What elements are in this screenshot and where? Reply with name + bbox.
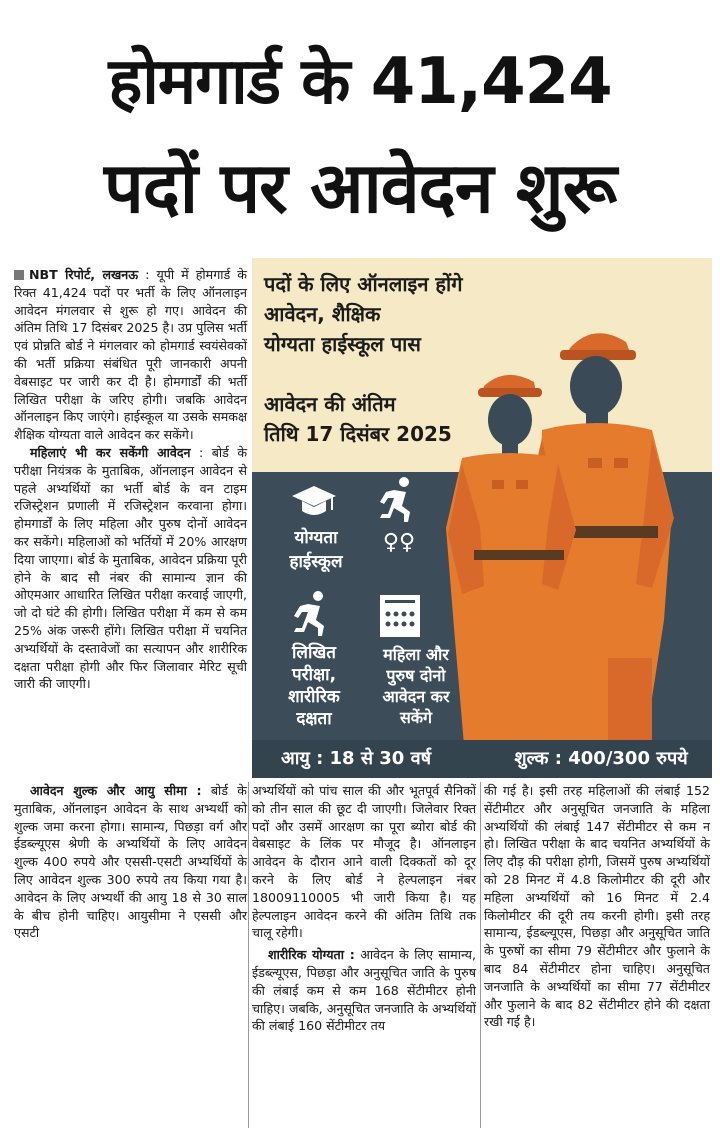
box4-line-2: पुरुष दोनो [386,666,446,685]
box3-line-3: शारीरिक [288,687,340,707]
physical-text: आवेदन के लिए सामान्य, ईडब्ल्यूएस, पिछड़ा और अनुसूचित जाति के पुरुष की लंबाई कम से कम 168 सेंटीमीटर होनी चाहिए। जबकि, अनुसूचित जनजाति के अभ्यर्थियों की लंबाई 160 सेंटीमीटर तय [252,947,476,1034]
box1-line-2: हाईस्कूल [289,552,343,572]
article-column-3 [484,782,710,1031]
headline-line-2: पदों पर आवेदन शुरू [103,147,617,229]
application-fee: शुल्क : 400/300 रुपये [514,748,688,769]
fee-paragraph [14,782,247,942]
intro-text: : यूपी में होमगार्ड के रिक्त 41,424 पदों पर भर्ती के लिए ऑनलाइन आवेदन मंगलवार से शुरू हो गए। आवेदन की अंतिम तिथि 17 दिसंबर 2025 है। उप्र पुलिस भर्ती एवं प्रोन्नति बोर्ड ने मंगलवार को होमगार्ड स्वयंसेवकों की भर्ती प्रक्रिया संबंधित पूरी जानकारी अपनी वेबसाइट पर जारी कर दी है। होमगार्डों की भर्ती लिखित परीक्षा के जरिए होगी। जबकि आवेदन ऑनलाइन किए जाएंगे। हाईस्कूल या उसके समकक्ष शैक्षिक योग्यता वाले आवेदन कर सकेंगे। [14,267,247,443]
physical-paragraph [252,946,476,1035]
column-divider-1 [248,782,249,1128]
article-column-1-lower [14,782,247,942]
info-top-line-2: आवेदन, शैक्षिक [264,302,381,326]
info-date-line-1: आवेदन की अंतिम [264,392,396,416]
fee-text: बोर्ड के मुताबिक, ऑनलाइन आवेदन के साथ अभ्यर्थी को शुल्क जमा करना होगा। सामान्य, पिछड़ा वर्ग और ईडब्ल्यूएस श्रेणी के अभ्यर्थियों के लिए आवेदन शुल्क 400 रुपये और एससी-एसटी अभ्यर्थियों के लिए आवेदन शुल्क 300 रुपये तय किया गया है। आवेदन के लिए अभ्यर्थी की आयु 18 से 30 साल के बीच होनी चाहिए। आयुसीमा ने एससी और एसटी [14,783,247,941]
running-person-icon [374,476,422,524]
women-subhead: महिलाएं भी कर सकेंगी आवेदन [30,444,191,460]
intro-paragraph [14,266,247,444]
women-text: : बोर्ड के परीक्षा नियंत्रक के मुताबिक, ऑनलाइन आवेदन से पहले अभ्यर्थियों का भर्ती बोर्ड के वन टाइम रजिस्ट्रेशन प्रणाली में रजिस्ट्रेशन करवाना होगा। होमगार्डों के लिए महिला और पुरुष दोनों आवेदन कर सकेंगे। महिलाओं को भर्तियों में 20% आरक्षण दिया जाएगा। बोर्ड के मुताबिक, आवेदन प्रक्रिया पूरी होने के बाद सौ नंबर की सामान्य ज्ञान की ओएमआर आधारित लिखित परीक्षा करवाई जाएगी, जो दो घंटे की होगी। लिखित परीक्षा में कम से कम 25% अंक जरूरी होंगे। लिखित परीक्षा में चयनित अभ्यर्थियों के दस्तावेजों का सत्यापन और शारीरिक दक्षता परीक्षा होगी और फिर जिलावार मेरिट सूची जारी की जाएगी। [14,444,247,692]
female-symbols: ♀♀ [382,530,416,555]
article-column-1 [14,266,247,693]
dateline: NBT रिपोर्ट, लखनऊ [29,267,139,282]
box3-line-2: परीक्षा, [291,665,337,685]
women-paragraph [14,444,247,693]
physical-subhead: शारीरिक योग्यता : [268,947,355,963]
info-top-line-1: पदों के लिए ऑनलाइन होंगे [264,272,463,296]
info-top-line-3: योग्यता हाईस्कूल पास [264,332,421,356]
box3-line-1: लिखित [292,643,336,663]
age-limit: आयु : 18 से 30 वर्ष [280,748,432,769]
column-divider-2 [480,782,481,1128]
headline-line-1: होमगार्ड के 41,424 [108,45,612,119]
box4-line-3: आवेदन कर [382,687,450,706]
box1-line-1: योग्यता [294,528,338,548]
box-exam [264,642,364,730]
answer-sheet-icon [376,592,424,640]
running-person-icon-2 [288,590,336,638]
col3-paragraph: की गई है। इसी तरह महिलाओं की लंबाई 152 सेंटीमीटर और अनुसूचित जनजाति के महिला अभ्यर्थियों की लंबाई 147 सेंटीमीटर से कम न हो। लिखित परीक्षा के बाद चयनित अभ्यर्थियों के लिए दौड़ की परीक्षा होगी, जिसमें पुरुष अभ्यर्थियों को 28 मिनट में 4.8 किलोमीटर की दूरी और महिला अभ्यर्थियों को 16 मिनट में 2.4 किलोमीटर की दूरी तय करनी होगी। इसी तरह सामान्य, ईडब्ल्यूएस, पिछड़ा और अनुसूचित जाति के पुरुषों का सीमा 79 सेंटीमीटर और फुलाने के बाद 84 सेंटीमीटर होना चाहिए। अनुसूचित जनजाति के अभ्यर्थियों का सीमा 77 सेंटीमीटर और फुलाने के बाद 82 सेंटीमीटर होने की दक्षता रखी गई है। [484,783,710,1030]
box3-line-4: दक्षता [296,709,332,729]
box4-line-4: सकेंगे [399,708,433,727]
bullet-square-icon [14,270,24,280]
box-qualification [266,526,366,574]
info-date-line-2: तिथि 17 दिसंबर 2025 [264,422,452,446]
box-gender [364,644,468,728]
article-column-2 [252,782,476,1035]
graduation-cap-icon [290,478,338,526]
col2-paragraph: अभ्यर्थियों को पांच साल की और भूतपूर्व सैनिकों को तीन साल की छूट दी जाएगी। जिलेवार रिक्त पदों और उसमें आरक्षण का पूरा ब्योरा बोर्ड की वेबसाइट के लिंक पर मौजूद है। ऑनलाइन आवेदन के दौरान आने वाली दिक्कतों को दूर करने के लिए बोर्ड ने हेल्पलाइन नंबर 18009110005 भी जारी किया है। यह हेल्पलाइन आवेदन करने की अंतिम तिथि तक चालू रहेगी। [252,783,476,941]
fee-subhead: आवेदन शुल्क और आयु सीमा : [30,783,202,798]
box4-line-1: महिला और [383,645,449,664]
infographic [252,258,712,778]
